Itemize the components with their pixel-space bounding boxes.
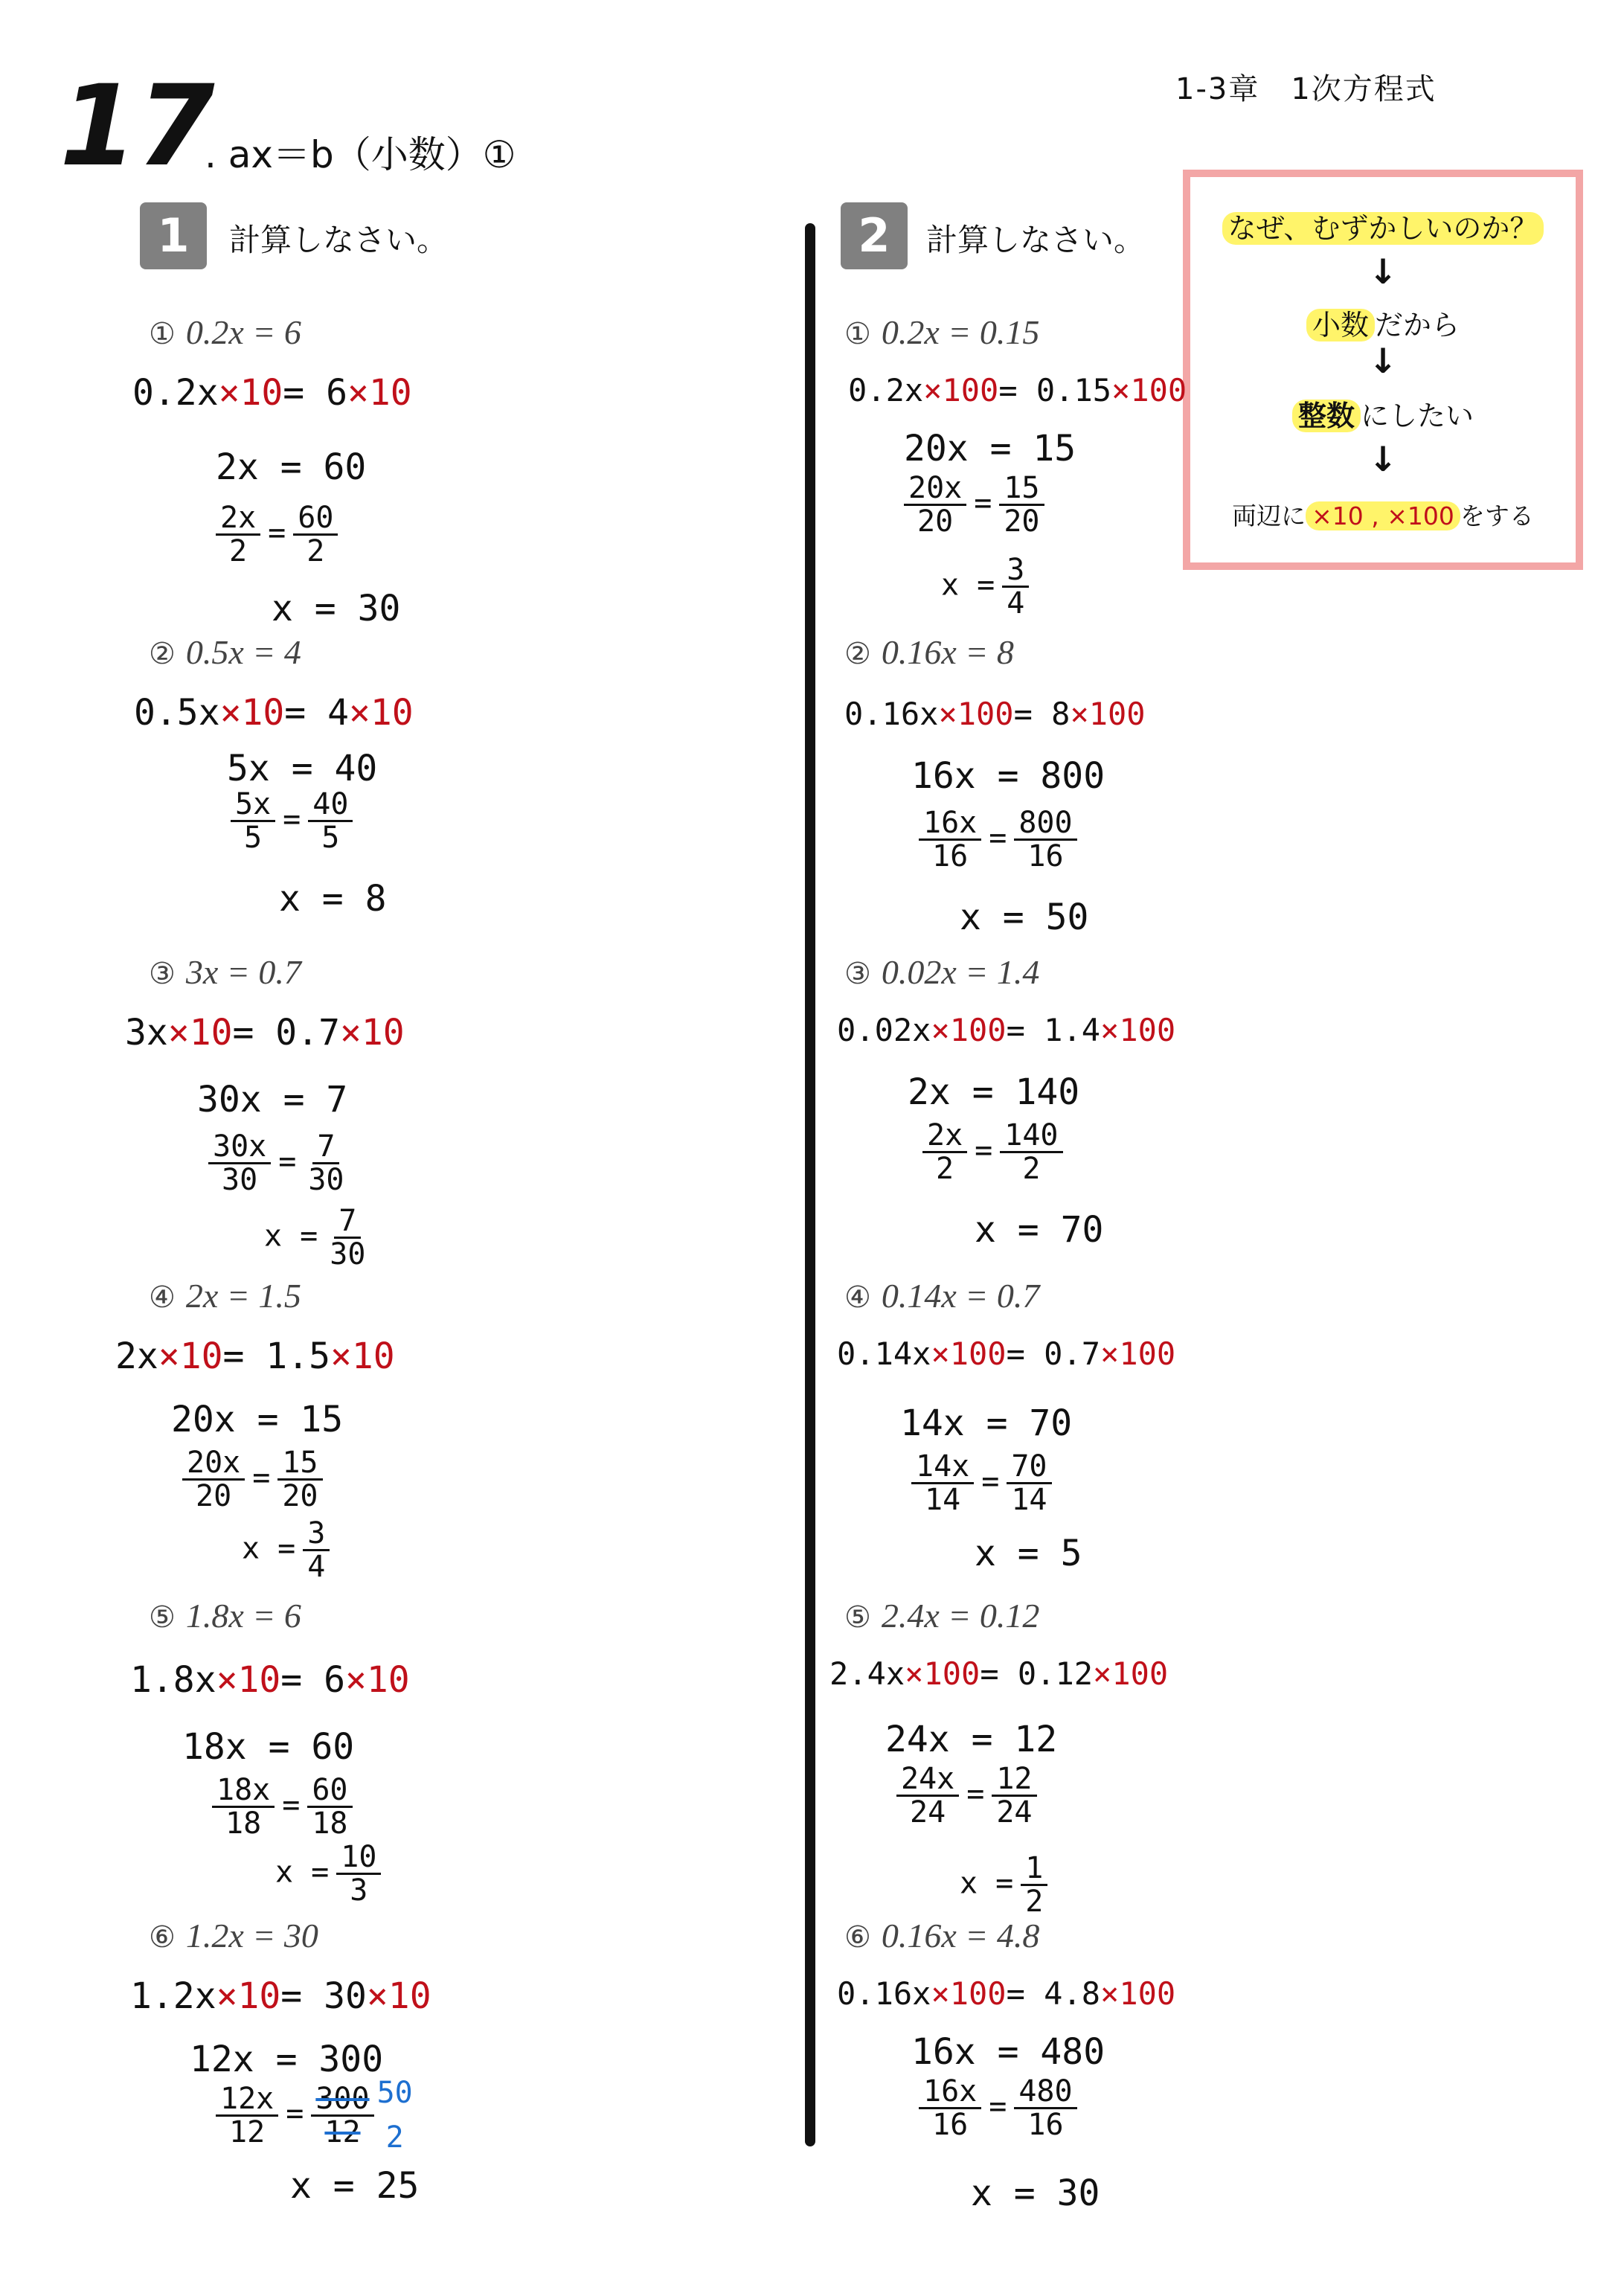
problem: ③ 0.02x = 1.4 <box>844 953 1040 991</box>
work-line: 18x = 60 <box>182 1726 355 1768</box>
work-line: 30x = 7 <box>197 1079 348 1120</box>
answer: x = 25 <box>290 2165 420 2207</box>
work-fraction-line: $\frac{24x}{24}$ = $\frac{12}{24}$ <box>889 1763 1044 1828</box>
answer: x = 30 <box>272 588 401 629</box>
problem: ⑥ 0.16x = 4.8 <box>844 1917 1040 1955</box>
problem: ① 0.2x = 6 <box>149 313 301 351</box>
work-fraction-line: $\frac{18x}{18}$ = $\frac{60}{18}$ <box>205 1774 360 1839</box>
work-line-multiply: 0.2x×10= 6×10 <box>132 372 412 414</box>
work-line: 5x = 40 <box>227 748 378 789</box>
section-2-instruction: 計算しなさい。 <box>926 222 1146 258</box>
hint-step-3: 両辺に ×10 , ×100 をする <box>1232 501 1534 530</box>
answer: x = $\frac{3}{4}$ <box>941 554 1036 619</box>
hint-box <box>1183 170 1583 570</box>
down-arrow-icon: ↓ <box>1368 251 1398 292</box>
work-fraction-line: $\frac{16x}{16}$ = $\frac{800}{16}$ <box>911 807 1085 872</box>
down-arrow-icon: ↓ <box>1368 439 1398 479</box>
problem: ⑥ 1.2x = 30 <box>149 1917 318 1955</box>
problem: ⑤ 2.4x = 0.12 <box>844 1597 1040 1635</box>
section-2-badge: 2 <box>841 202 908 269</box>
problem: ④ 0.14x = 0.7 <box>844 1277 1040 1315</box>
problem: ⑤ 1.8x = 6 <box>149 1597 301 1635</box>
work-fraction-line: $\frac{5x}{5}$ = $\frac{40}{5}$ <box>223 789 360 853</box>
work-fraction-line: $\frac{20x}{20}$ = $\frac{15}{20}$ <box>896 472 1052 537</box>
work-fraction-line: $\frac{14x}{14}$ = $\frac{70}{14}$ <box>904 1451 1059 1516</box>
hint-step-1: 小数 だから <box>1190 302 1576 343</box>
column-divider <box>805 223 815 2146</box>
down-arrow-icon: ↓ <box>1368 341 1398 381</box>
work-line-multiply: 1.8x×10= 6×10 <box>130 1659 410 1701</box>
work-fraction-line: $\frac{16x}{16}$ = $\frac{480}{16}$ <box>911 2076 1085 2141</box>
work-line-multiply: 3x×10= 0.7×10 <box>125 1012 405 1054</box>
section-1-instruction: 計算しなさい。 <box>229 222 449 258</box>
work-line: 20x = 15 <box>904 428 1076 469</box>
work-line: 2x = 140 <box>908 1071 1080 1113</box>
answer: x = $\frac{7}{30}$ <box>264 1204 366 1272</box>
work-fraction-line: $\frac{12x}{12}$ = $\frac{300}{12}$ 50 2 <box>208 2076 420 2155</box>
work-line: 2x = 60 <box>216 446 367 488</box>
lesson-title: . ax＝b（小数）① <box>205 133 516 176</box>
answer: x = 50 <box>960 897 1089 938</box>
work-line-multiply: 0.5x×10= 4×10 <box>134 692 414 734</box>
work-line: 14x = 70 <box>900 1402 1073 1444</box>
problem: ④ 2x = 1.5 <box>149 1277 301 1315</box>
answer: x = $\frac{1}{2}$ <box>960 1853 1055 1917</box>
work-fraction-line: $\frac{2x}{2}$ = $\frac{140}{2}$ <box>915 1120 1071 1184</box>
chapter-label: 1-3章 1次方程式 <box>1175 72 1437 106</box>
work-line: 16x = 800 <box>911 755 1105 797</box>
work-fraction-line: $\frac{2x}{2}$ = $\frac{60}{2}$ <box>208 502 345 567</box>
answer: x = 8 <box>279 878 387 920</box>
work-line-multiply: 2.4x×100= 0.12×100 <box>829 1655 1169 1692</box>
section-1-badge: 1 <box>140 202 207 269</box>
problem: ③ 3x = 0.7 <box>149 953 301 991</box>
work-line-multiply: 0.14x×100= 0.7×100 <box>837 1335 1176 1372</box>
answer: x = 70 <box>975 1209 1104 1251</box>
work-fraction-line: $\frac{20x}{20}$ = $\frac{15}{20}$ <box>175 1447 330 1512</box>
work-line-multiply: 0.16x×100= 8×100 <box>844 696 1146 732</box>
hint-step-2: 整数 にしたい <box>1190 393 1576 434</box>
work-line-multiply: 0.16x×100= 4.8×100 <box>837 1975 1176 2012</box>
work-line-multiply: 2x×10= 1.5×10 <box>115 1335 395 1377</box>
hint-question: なぜ、むずかしいのか？ <box>1190 205 1576 246</box>
answer: x = $\frac{3}{4}$ <box>242 1518 337 1582</box>
work-fraction-line: $\frac{30x}{30}$ = $\frac{7}{30}$ <box>201 1131 356 1196</box>
lesson-number: 17 <box>60 62 215 191</box>
answer: x = 30 <box>971 2172 1100 2214</box>
problem: ① 0.2x = 0.15 <box>844 313 1040 351</box>
work-line: 24x = 12 <box>885 1719 1058 1760</box>
answer: x = $\frac{10}{3}$ <box>275 1841 388 1906</box>
work-line: 16x = 480 <box>911 2031 1105 2073</box>
answer: x = 5 <box>975 1533 1082 1574</box>
work-line: 20x = 15 <box>171 1399 344 1440</box>
work-line-multiply: 1.2x×10= 30×10 <box>130 1975 431 2017</box>
work-line-multiply: 0.2x×100= 0.15×100 <box>848 372 1187 408</box>
work-line-multiply: 0.02x×100= 1.4×100 <box>837 1012 1176 1048</box>
work-line: 12x = 300 <box>190 2039 384 2080</box>
problem: ② 0.16x = 8 <box>844 633 1014 671</box>
problem: ② 0.5x = 4 <box>149 633 301 671</box>
